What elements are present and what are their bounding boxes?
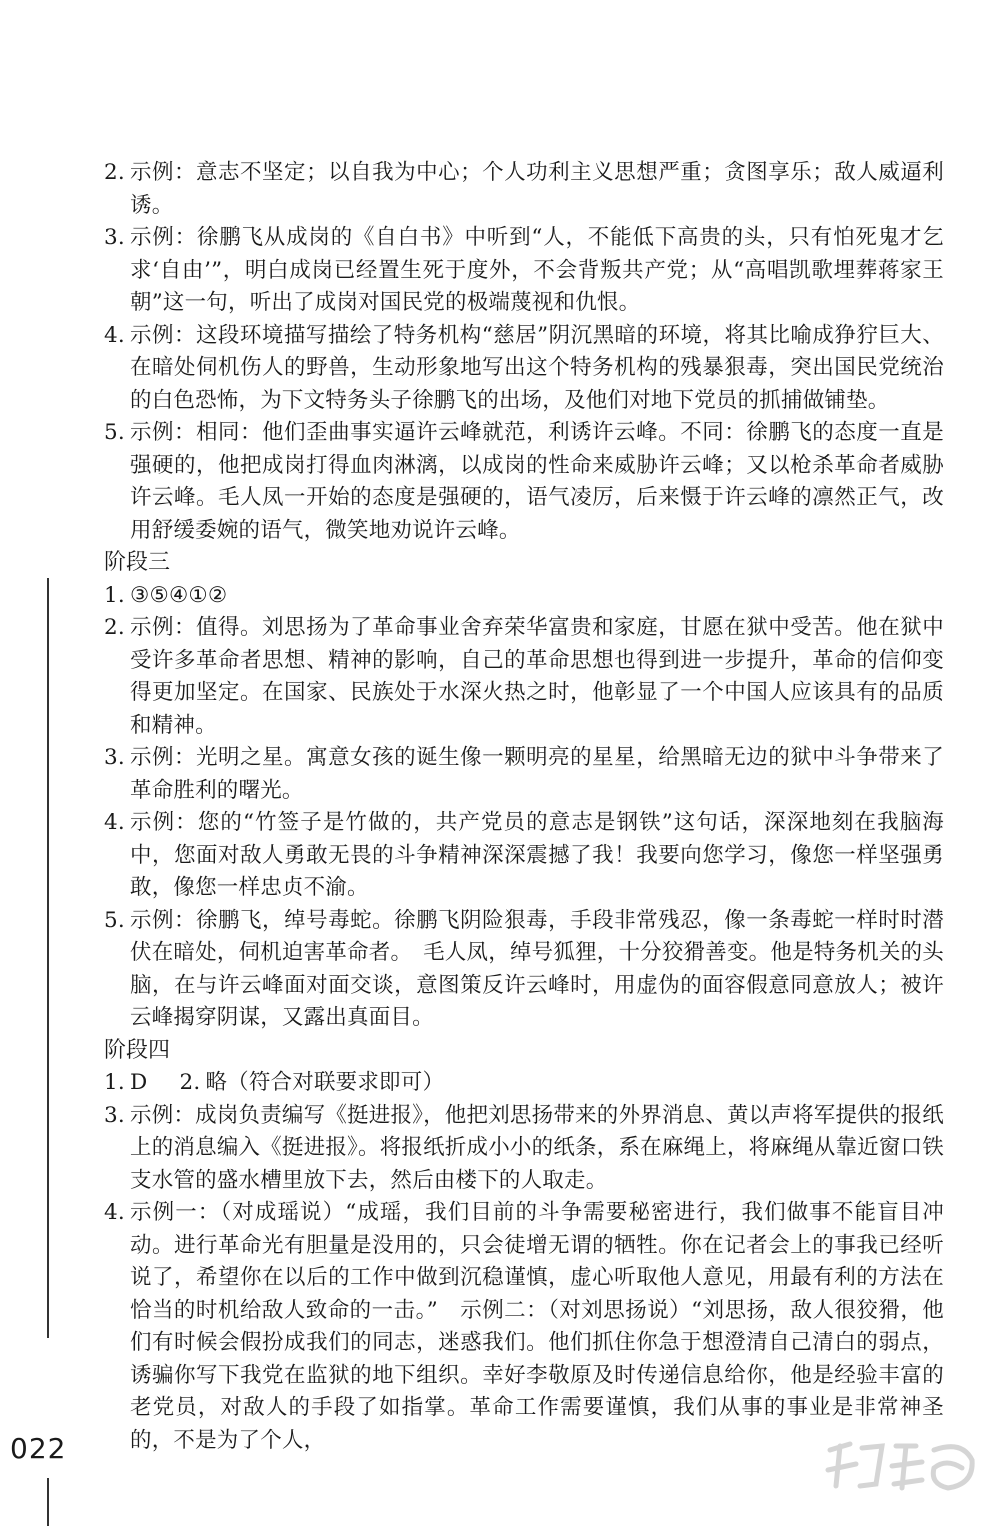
answer-item: 2. 示例：意志不坚定；以自我为中心；个人功利主义思想严重；贪图享乐；敌人威逼利诱。 [104, 160, 944, 218]
answer-group-stage-2 [104, 157, 944, 547]
answer-item: 4. 示例：您的“竹签子是竹做的，共产党员的意志是钢铁”这句话，深深地刻在我脑海中，您面对敌人勇敢无畏的斗争精神深深震撼了我！我要向您学习，像您一样坚强勇敢，像您一样忠贞不渝。 [104, 810, 944, 900]
answer-content [104, 157, 944, 1457]
answer-group-stage-3 [104, 580, 944, 1035]
answer-item: 4. 示例：这段环境描写描绘了特务机构“慈居”阴沉黑暗的环境，将其比喻成狰狞巨大、在暗处伺机伤人的野兽，生动形象地写出这个特务机构的残暴狠毒，突出国民党统治的白色恐怖，为下文特务头子徐鹏飞的出场，及他们对地下党员的抓捕做铺垫。 [104, 322, 944, 413]
margin-line-lower [47, 1478, 49, 1526]
answer-item: 1. ③⑤④①② [104, 582, 228, 608]
page-number: 022 [10, 1432, 67, 1465]
margin-line-upper [47, 578, 49, 1338]
section-heading-stage-3: 阶段三 [104, 550, 171, 575]
answer-item: 2. 示例：值得。刘思扬为了革命事业舍弃荣华富贵和家庭，甘愿在狱中受苦。他在狱中受许多革命者思想、精神的影响，自己的革命思想也得到进一步提升，革命的信仰变得更加坚定。在国家、民族处于水深火热之时，他彰显了一个中国人应该具有的品质和精神。 [104, 615, 944, 738]
answer-2: 略（符合对联要求即可） [205, 1070, 445, 1095]
watermark-logo [822, 1440, 982, 1520]
answer-group-stage-4 [104, 1067, 944, 1457]
answer-item: 3. 示例：徐鹏飞从成岗的《自白书》中听到“人，不能低下高贵的头，只有怕死鬼才乞求‘自由’”，明白成岗已经置生死于度外，不会背叛共产党；从“高唱凯歌埋葬蒋家王朝”这一句，听出了成岗对国民党的极端蔑视和仇恨。 [104, 225, 944, 315]
answer-item: 4. 示例一：（对成瑶说）“成瑶，我们目前的斗争需要秘密进行，我们做事不能盲目冲动。进行革命光有胆量是没用的，只会徒增无谓的牺牲。你在记者会上的事我已经听说了，希望你在以后的工作中做到沉稳谨慎，虚心听取他人意见，用最有利的方法在恰当的时机给敌人致命的一击。” 示例二：（对刘思扬说）“刘思扬，敌人很狡猾，他们有时候会假扮成我们的同志，迷惑我们。他们抓住你急于想澄清自己清白的弱点，诱骗你写下我党在监狱的地下组织。幸好李敬原及时传递信息给你，他是经验丰富的老党员，对敌人的手段了如指掌。革命工作需要谨慎，我们从事的事业是非常神圣的，不是为了个人， [104, 1200, 944, 1453]
answer-row-1-2: 1. D 2. 略（符合对联要求即可） [104, 1067, 944, 1100]
answer-item: 5. 示例：相同：他们歪曲事实逼许云峰就范，利诱许云峰。不同：徐鹏飞的态度一直是强硬的，他把成岗打得血肉淋漓，以成岗的性命来威胁许云峰；又以枪杀革命者威胁许云峰。毛人凤一开始的态度是强硬的，语气凌厉，后来慑于许云峰的凛然正气，改用舒缓委婉的语气，微笑地劝说许云峰。 [104, 420, 944, 543]
answer-1: D [130, 1070, 148, 1095]
watermark-logo-icon [822, 1440, 982, 1496]
answer-item: 3. 示例：成岗负责编写《挺进报》，他把刘思扬带来的外界消息、黄以声将军提供的报纸上的消息编入《挺进报》。将报纸折成小小的纸条，系在麻绳上，将麻绳从靠近窗口铁支水管的盛水槽里放下去，然后由楼下的人取走。 [104, 1102, 944, 1193]
answer-item: 3. 示例：光明之星。寓意女孩的诞生像一颗明亮的星星，给黑暗无边的狱中斗争带来了革命胜利的曙光。 [104, 745, 944, 803]
section-heading-stage-4: 阶段四 [104, 1037, 171, 1063]
answer-item: 5. 示例：徐鹏飞，绰号毒蛇。徐鹏飞阴险狠毒，手段非常残忍，像一条毒蛇一样时时潜伏在暗处，伺机迫害革命者。 毛人凤，绰号狐狸，十分狡猾善变。他是特务机关的头脑，在与许云峰面对面交谈，意图策反许云峰时，用虚伪的面容假意同意放人；被许云峰揭穿阴谋，又露出真面目。 [104, 907, 944, 1030]
